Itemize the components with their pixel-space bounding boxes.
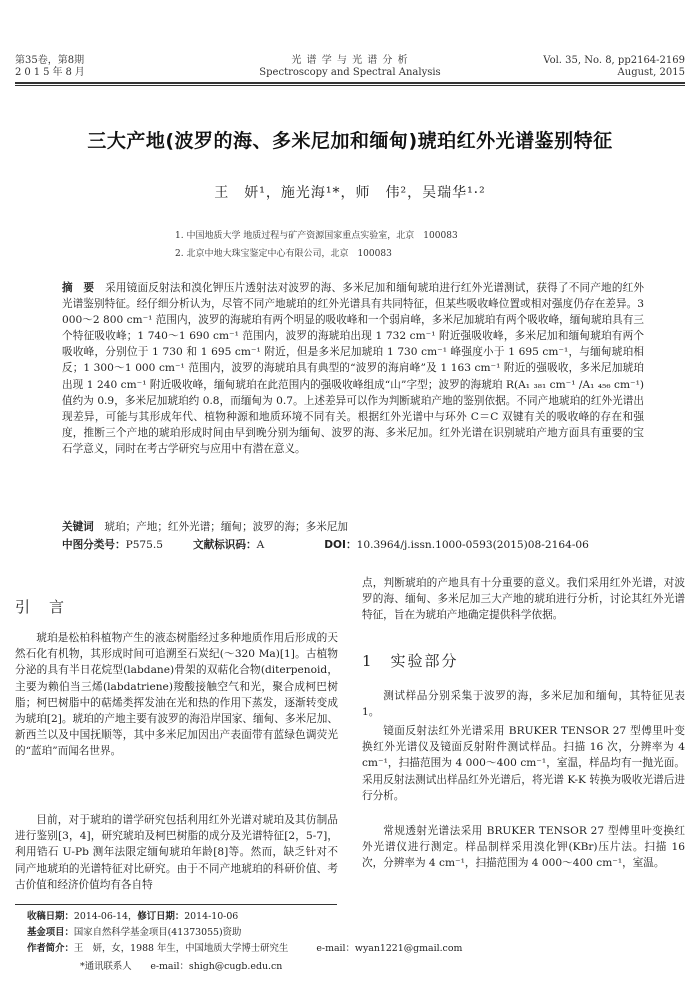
abstract-label: 摘 要 <box>62 282 95 294</box>
abstract-text: 采用镜面反射法和溴化钾压片透射法对波罗的海、多米尼加和缅甸琥珀进行红外光谱测试，获得了不同产地的红外光谱鉴别特征。经仔细分析认为，尽管不同产地琥珀的红外光谱具有共同特征，但某些吸收峰位置或相对强度仍存在差异。3 000～2 800 cm⁻¹ 范围内，波罗的海琥珀有两个明显的吸收峰和一个弱肩峰，多米尼加琥珀有两个吸收峰，缅甸琥珀具有三个特征吸收峰；1 740～1 690 cm⁻¹ 范围内，波罗的海琥珀出现 1 732 cm⁻¹ 附近强吸收峰，多米尼加和缅甸琥珀有两个吸收峰，分别位于 1 730 和 1 695 cm⁻¹ 附近，但是多米尼加琥珀 1 730 cm⁻¹ 峰强度小于 1 695 cm⁻¹，与缅甸琥珀相反；1 300～1 000 cm⁻¹ 范围内，波罗的海琥珀具有典型的“波罗的海肩峰”及 1 163 cm⁻¹ 附近的强吸收，多米尼加琥珀出现 1 240 cm⁻¹ 附近吸收峰，缅甸琥珀在此范围内的强吸收峰组成“山”字型；波罗的海琥珀 R(A₁ ₃₈₁ cm⁻¹ /A₁ ₄₅₆ cm⁻¹)值约为 0.9，多米尼加琥珀约 0.8，而缅甸为 0.7。上述差异可以作为判断琥珀产地的鉴别依据。不同产地琥珀的红外光谱出现差异，可能与其形成年代、植物种源和地质环境不同有关。根据红外光谱中与环外 C＝C 双键有关的吸收峰的存在和强度，推断三个产地的琥珀形成时间由早到晚分别为缅甸、波罗的海、多米尼加。红外光谱在识别琥珀产地方面具有重要的宝石学意义，同时在考古学研究与应用中有潜在意义。 <box>62 282 644 455</box>
corresponding-author: *通讯联系人 e-mail：shigh@cugb.edu.cn <box>80 961 283 972</box>
footnote-rule <box>15 904 337 905</box>
journal-date: 2015年8月 <box>15 67 88 78</box>
section-1-paragraph-2: 镜面反射法红外光谱采用 BRUKER TENSOR 27 型傅里叶变换红外光谱仪及镜面反射附件测试样品。扫描 16 次，分辨率为 4 cm⁻¹，扫描范围为 4 000～400 cm⁻¹，室温，样品均有一抛光面。采用反射法测试出样品红外光谱后，将光谱 K-K 转换为吸收光谱后进行分析。 <box>362 725 685 802</box>
journal-name-cn: 光 谱 学 与 光 谱 分 析 <box>291 55 409 66</box>
author-bio-value: 王 妍，女，1988 年生，中国地质大学博士研究生 e-mail：wyan1221@gmail.com <box>73 943 463 954</box>
keywords <box>62 519 662 535</box>
journal-month: August, 2015 <box>617 67 685 78</box>
journal-name-en: Spectroscopy and Spectral Analysis <box>259 67 441 78</box>
clc-label: 中图分类号： <box>62 539 126 551</box>
received-label: 收稿日期： <box>27 911 74 922</box>
section-1-heading: 1 实验部分 <box>362 652 459 670</box>
affiliation-2: 2. 北京中地大珠宝鉴定中心有限公司，北京 100083 <box>175 249 392 259</box>
keywords-text: 琥珀；产地；红外光谱；缅甸；波罗的海；多米尼加 <box>104 521 349 533</box>
keywords-label: 关键词 <box>62 521 94 533</box>
doc-code-value: A <box>256 539 265 551</box>
fund-value: 国家自然科学基金项目(41373055)资助 <box>73 927 242 938</box>
right-column-continuation: 点，判断琥珀的产地具有十分重要的意义。我们采用红外光谱，对波罗的海、缅甸、多米尼加三大产地的琥珀进行分析，讨论其红外光谱特征，旨在为琥珀产地确定提供科学依据。 <box>362 577 685 622</box>
intro-heading: 引 言 <box>15 598 67 616</box>
received-value: 2014-06-14， <box>73 911 138 922</box>
author-list: 王 妍¹，施光海¹*，师 伟²，吴瑞华¹·² <box>214 185 486 201</box>
author-bio-label: 作者简介： <box>27 943 74 954</box>
classification <box>62 537 662 553</box>
intro-paragraph-1: 琥珀是松柏科植物产生的液态树脂经过多种地质作用后形成的天然石化有机物，其形成时间可追溯至石炭纪(～320 Ma)[1]。古植物分泌的具有半日花烷型(labdane)骨架的双萜化合物(diterpenoid，主要为赖伯当三烯(labdatriene)羧酸接触空气和光，聚合成柯巴树脂；柯巴树脂中的萜烯类挥发油在光和热的作用下蒸发，逐渐转变成为琥珀[2]。琥珀的产地主要有波罗的海沿岸国家、缅甸、多米尼加、新西兰以及中国抚顺等，其中多米尼加因出产表面带有蓝绿色调荧光的“蓝珀”而闻名世界。 <box>15 632 338 758</box>
header-rule-thin <box>15 85 685 86</box>
abstract <box>62 280 644 457</box>
clc-value: P575.5 <box>125 539 164 551</box>
fund-label: 基金项目： <box>27 927 74 938</box>
fund <box>27 926 241 939</box>
doc-code-label: 文献标识码： <box>193 539 257 551</box>
section-1-paragraph-1: 测试样品分别采集于波罗的海，多米尼加和缅甸，其特征见表 1。 <box>362 690 685 719</box>
affiliation-1: 1. 中国地质大学 地质过程与矿产资源国家重点实验室，北京 100083 <box>175 231 458 241</box>
doi-value: 10.3964/j.issn.1000-0593(2015)08-2164-06 <box>356 539 589 551</box>
journal-pages: Vol. 35, No. 8, pp2164-2169 <box>543 55 685 66</box>
received-date <box>27 910 238 923</box>
revised-label: 修订日期： <box>137 911 185 922</box>
intro-paragraph-2: 目前，对于琥珀的谱学研究包括利用红外光谱对琥珀及其仿制品进行鉴别[3，4]，研究琥珀及柯巴树脂的成分及光谱特征[2，5-7]，利用锆石 U-Pb 测年法限定缅甸琥珀年龄[8]等。然而，缺乏针对不同产地琥珀的光谱特征对比研究。由于不同产地琥珀的科研价值、考古价值和经济价值均有各自特 <box>15 814 338 891</box>
section-1-paragraph-3: 常规透射光谱法采用 BRUKER TENSOR 27 型傅里叶变换红外光谱仪进行测定。样品制样采用溴化钾(KBr)压片法。扫描 16 次，分辨率为 4 cm⁻¹，扫描范围为 4 000～400 cm⁻¹，室温。 <box>362 825 685 870</box>
doi-label: DOI： <box>324 539 357 551</box>
author-bio <box>27 942 462 955</box>
header-rule <box>15 82 685 84</box>
revised-value: 2014-10-06 <box>184 911 239 922</box>
journal-volume: 第35卷，第8期 <box>15 55 85 66</box>
paper-title: 三大产地(波罗的海、多米尼加和缅甸)琥珀红外光谱鉴别特征 <box>87 130 613 152</box>
